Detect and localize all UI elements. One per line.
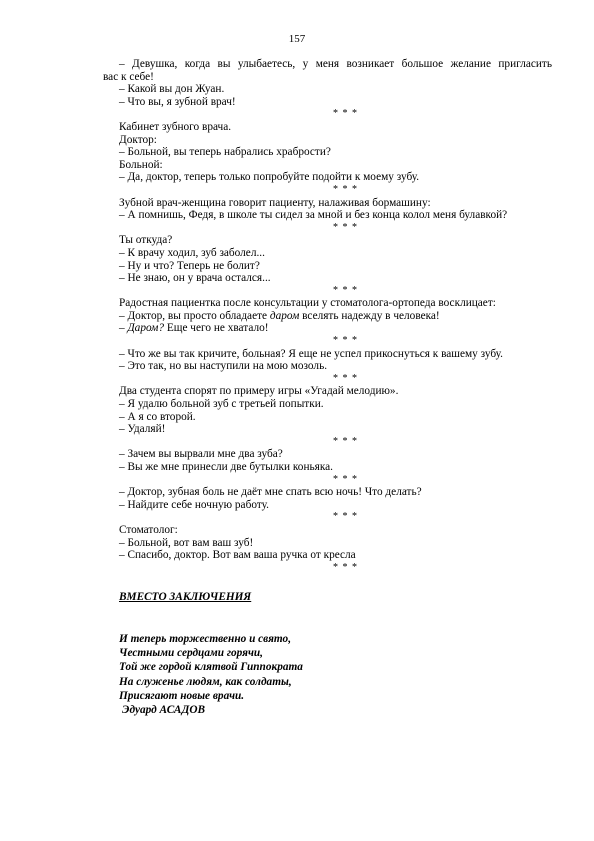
- text-line: – Что же вы так кричите, больная? Я еще не успел прикоснуться к вашему зубу.: [119, 347, 503, 360]
- separator-stars: * * *: [333, 108, 358, 120]
- poem-line: На служенье людям, как солдаты,: [119, 675, 292, 688]
- text-line: Стоматолог:: [119, 523, 178, 536]
- poem-line: Честными сердцами горячи,: [119, 647, 264, 660]
- poem-line: Присягают новые врачи.: [119, 689, 245, 702]
- separator-stars: * * *: [333, 473, 358, 485]
- text-line: – Девушка, когда вы улыбаетесь, у меня возникает большое желание пригласить: [119, 58, 552, 70]
- text-line: – Даром? Еще чего не хватало!: [119, 322, 269, 335]
- text-line: – Доктор, зубная боль не даёт мне спать всю ночь! Что делать?: [119, 486, 422, 499]
- text-line: – Больной, вы теперь набрались храбрости?: [119, 146, 331, 159]
- text-line: – Что вы, я зубной врач!: [119, 95, 236, 108]
- separator-stars: * * *: [333, 372, 358, 384]
- separator-stars: * * *: [333, 183, 358, 195]
- separator-stars: * * *: [333, 335, 358, 347]
- poem-line: И теперь торжественно и свято,: [119, 632, 292, 645]
- poem: [119, 632, 552, 717]
- text-line: – Удаляй!: [119, 423, 166, 436]
- text-line: Зубной врач-женщина говорит пациенту, налаживая бормашину:: [119, 196, 431, 209]
- separator-stars: * * *: [333, 511, 358, 523]
- text-line: Два студента спорят по примеру игры «Угадай мелодию».: [119, 385, 399, 398]
- separator-stars: * * *: [333, 284, 358, 296]
- page-body: [103, 58, 552, 717]
- text-line: – А я со второй.: [119, 410, 196, 423]
- text-line: – Зачем вы вырвали мне два зуба?: [119, 448, 283, 461]
- text-line: Кабинет зубного врача.: [119, 120, 232, 133]
- text-line: – Вы же мне принесли две бутылки коньяка.: [119, 461, 334, 473]
- poem-line: Той же гордой клятвой Гиппократа: [119, 661, 303, 674]
- text-line: – Да, доктор, теперь только попробуйте подойти к моему зубу.: [119, 171, 420, 184]
- text-line: Радостная пациентка после консультации у стоматолога-ортопеда восклицает:: [119, 297, 496, 310]
- text-line: – А помнишь, Федя, в школе ты сидел за мной и без конца колол меня булавкой?: [119, 209, 508, 222]
- text-line: – Какой вы дон Жуан.: [119, 83, 225, 96]
- text-line: – Я удалю больной зуб с третьей попытки.: [119, 398, 324, 411]
- separator-stars: * * *: [333, 435, 358, 447]
- text-line: – Это так, но вы наступили на мою мозоль.: [119, 360, 328, 373]
- text-line: Ты откуда?: [119, 234, 173, 247]
- italic-word: даром: [269, 309, 300, 322]
- text-line: – Не знаю, он у врача остался...: [119, 272, 271, 285]
- text-line: Больной:: [119, 158, 163, 171]
- page-number: 157: [288, 33, 306, 45]
- text-line: – Ну и что? Теперь не болит?: [119, 259, 260, 272]
- text-line: – Спасибо, доктор. Вот вам ваша ручка от кресла: [119, 549, 356, 562]
- text-line: – К врачу ходил, зуб заболел...: [119, 246, 265, 259]
- text-line: – Больной, вот вам ваш зуб!: [119, 536, 254, 549]
- text-line: вас к себе!: [103, 70, 154, 83]
- separator-stars: * * *: [333, 221, 358, 233]
- poem-author: Эдуард АСАДОВ: [122, 703, 206, 716]
- text-line: Доктор:: [119, 133, 157, 146]
- text-line: – Найдите себе ночную работу.: [119, 498, 269, 511]
- separator-stars: * * *: [333, 561, 358, 573]
- section-heading: ВМЕСТО ЗАКЛЮЧЕНИЯ: [119, 591, 252, 604]
- italic-word: Даром?: [127, 322, 165, 335]
- text-line: – Доктор, вы просто обладаете даром вселять надежду в человека!: [119, 309, 440, 322]
